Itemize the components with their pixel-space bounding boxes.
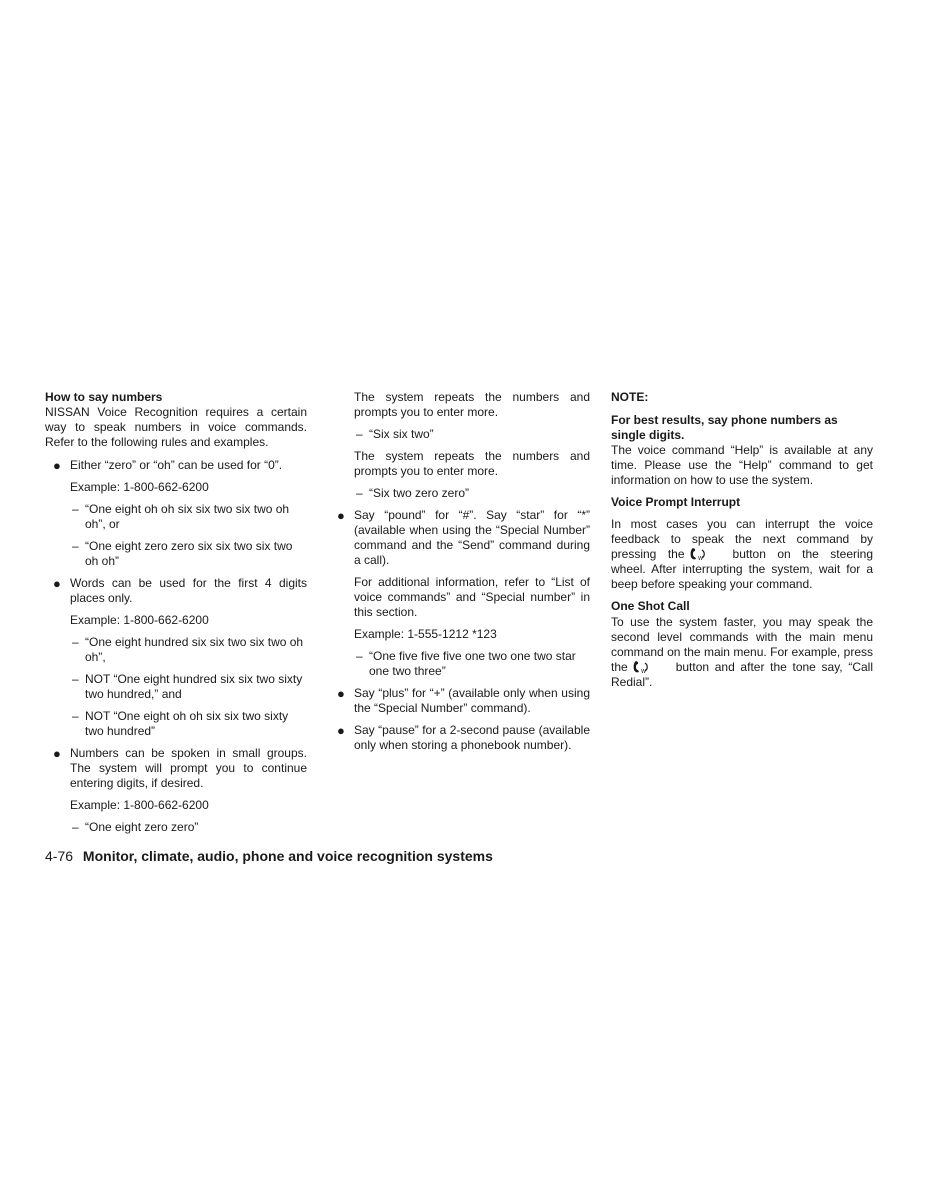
example-text: Example: 1-800-662-6200 xyxy=(70,480,209,494)
dash-item: – NOT “One eight oh oh six six two sixty two hundred” xyxy=(72,709,289,738)
bullet-icon: ● xyxy=(337,686,345,701)
paragraph: For additional information, refer to “List of voice commands” and “Special number” in this section. xyxy=(354,575,590,619)
dash-item: – “Six six two” xyxy=(356,427,434,441)
bullet-item: ● Numbers can be spoken in small groups. The system will prompt you to continue entering digits, if desired. xyxy=(53,746,307,790)
dash-item: – “Six two zero zero” xyxy=(356,486,470,500)
phone-talk-icon xyxy=(632,660,654,674)
paragraph: The system repeats the numbers and prompts you to enter more. xyxy=(354,390,590,419)
section-heading: How to say numbers xyxy=(45,390,163,404)
dash-item: – “One eight zero zero” xyxy=(72,820,199,834)
oneshot-paragraph: To use the system faster, you may speak the second level commands with the main menu command on the main menu. For example, press the W button and after the tone say, “Call Redial”. xyxy=(611,615,873,689)
svg-text:W: W xyxy=(697,556,703,561)
interrupt-heading: Voice Prompt Interrupt xyxy=(611,495,741,509)
example-text: Example: 1-555-1212 *123 xyxy=(354,627,497,641)
bullet-item: ● Words can be used for the first 4 digits places only. xyxy=(53,576,307,605)
bullet-item: ● Say “plus” for “+” (available only when using the “Special Number” command). xyxy=(337,686,590,715)
svg-text:W: W xyxy=(640,669,646,674)
note-text: The voice command “Help” is available at any time. Please use the “Help” command to get information on how to use the system. xyxy=(611,443,873,487)
bullet-icon: ● xyxy=(53,746,61,761)
page-footer xyxy=(45,847,493,865)
interrupt-paragraph: In most cases you can interrupt the voice feedback to speak the next command by pressing the W button on the steering wheel. After interrupting the system, wait for a beep before speaking your command. xyxy=(611,517,873,591)
bullet-icon: ● xyxy=(53,576,61,591)
example-text: Example: 1-800-662-6200 xyxy=(70,798,209,812)
note-bold: For best results, say phone numbers as single digits. xyxy=(611,413,838,442)
example-text: Example: 1-800-662-6200 xyxy=(70,613,209,627)
oneshot-heading: One Shot Call xyxy=(611,599,690,613)
bullet-icon: ● xyxy=(337,723,345,738)
note-heading: NOTE: xyxy=(611,390,649,404)
bullet-icon: ● xyxy=(53,458,61,473)
dash-item: – “One eight hundred six six two six two oh oh”, xyxy=(72,635,304,664)
bullet-item: ● Either “zero” or “oh” can be used for “0”. xyxy=(53,458,283,473)
bullet-item: ● Say “pound” for “#”. Say “star” for “*” (available when using the “Special Number” command and the “Send” command during a call). xyxy=(337,508,590,567)
bullet-icon: ● xyxy=(337,508,345,523)
dash-item: – NOT “One eight hundred six six two sixty two hundred,” and xyxy=(72,672,303,701)
dash-item: – “One eight oh oh six six two six two oh oh”, or xyxy=(72,502,290,531)
column-1 xyxy=(45,390,307,842)
phone-talk-icon xyxy=(689,547,711,561)
paragraph: The system repeats the numbers and prompts you to enter more. xyxy=(354,449,590,478)
page-number: 4-76 xyxy=(45,848,74,864)
intro-paragraph: NISSAN Voice Recognition requires a certain way to speak numbers in voice commands. Refer to the following rules and examples. xyxy=(45,405,307,449)
column-2 xyxy=(337,390,590,760)
footer-title: Monitor, climate, audio, phone and voice recognition systems xyxy=(82,848,493,864)
dash-item: – “One five five five one two one two star one two three” xyxy=(356,649,576,678)
dash-item: – “One eight zero zero six six two six two oh oh” xyxy=(72,539,293,568)
bullet-item: ● Say “pause” for a 2-second pause (available only when storing a phonebook number). xyxy=(337,723,590,752)
column-3 xyxy=(611,390,873,697)
